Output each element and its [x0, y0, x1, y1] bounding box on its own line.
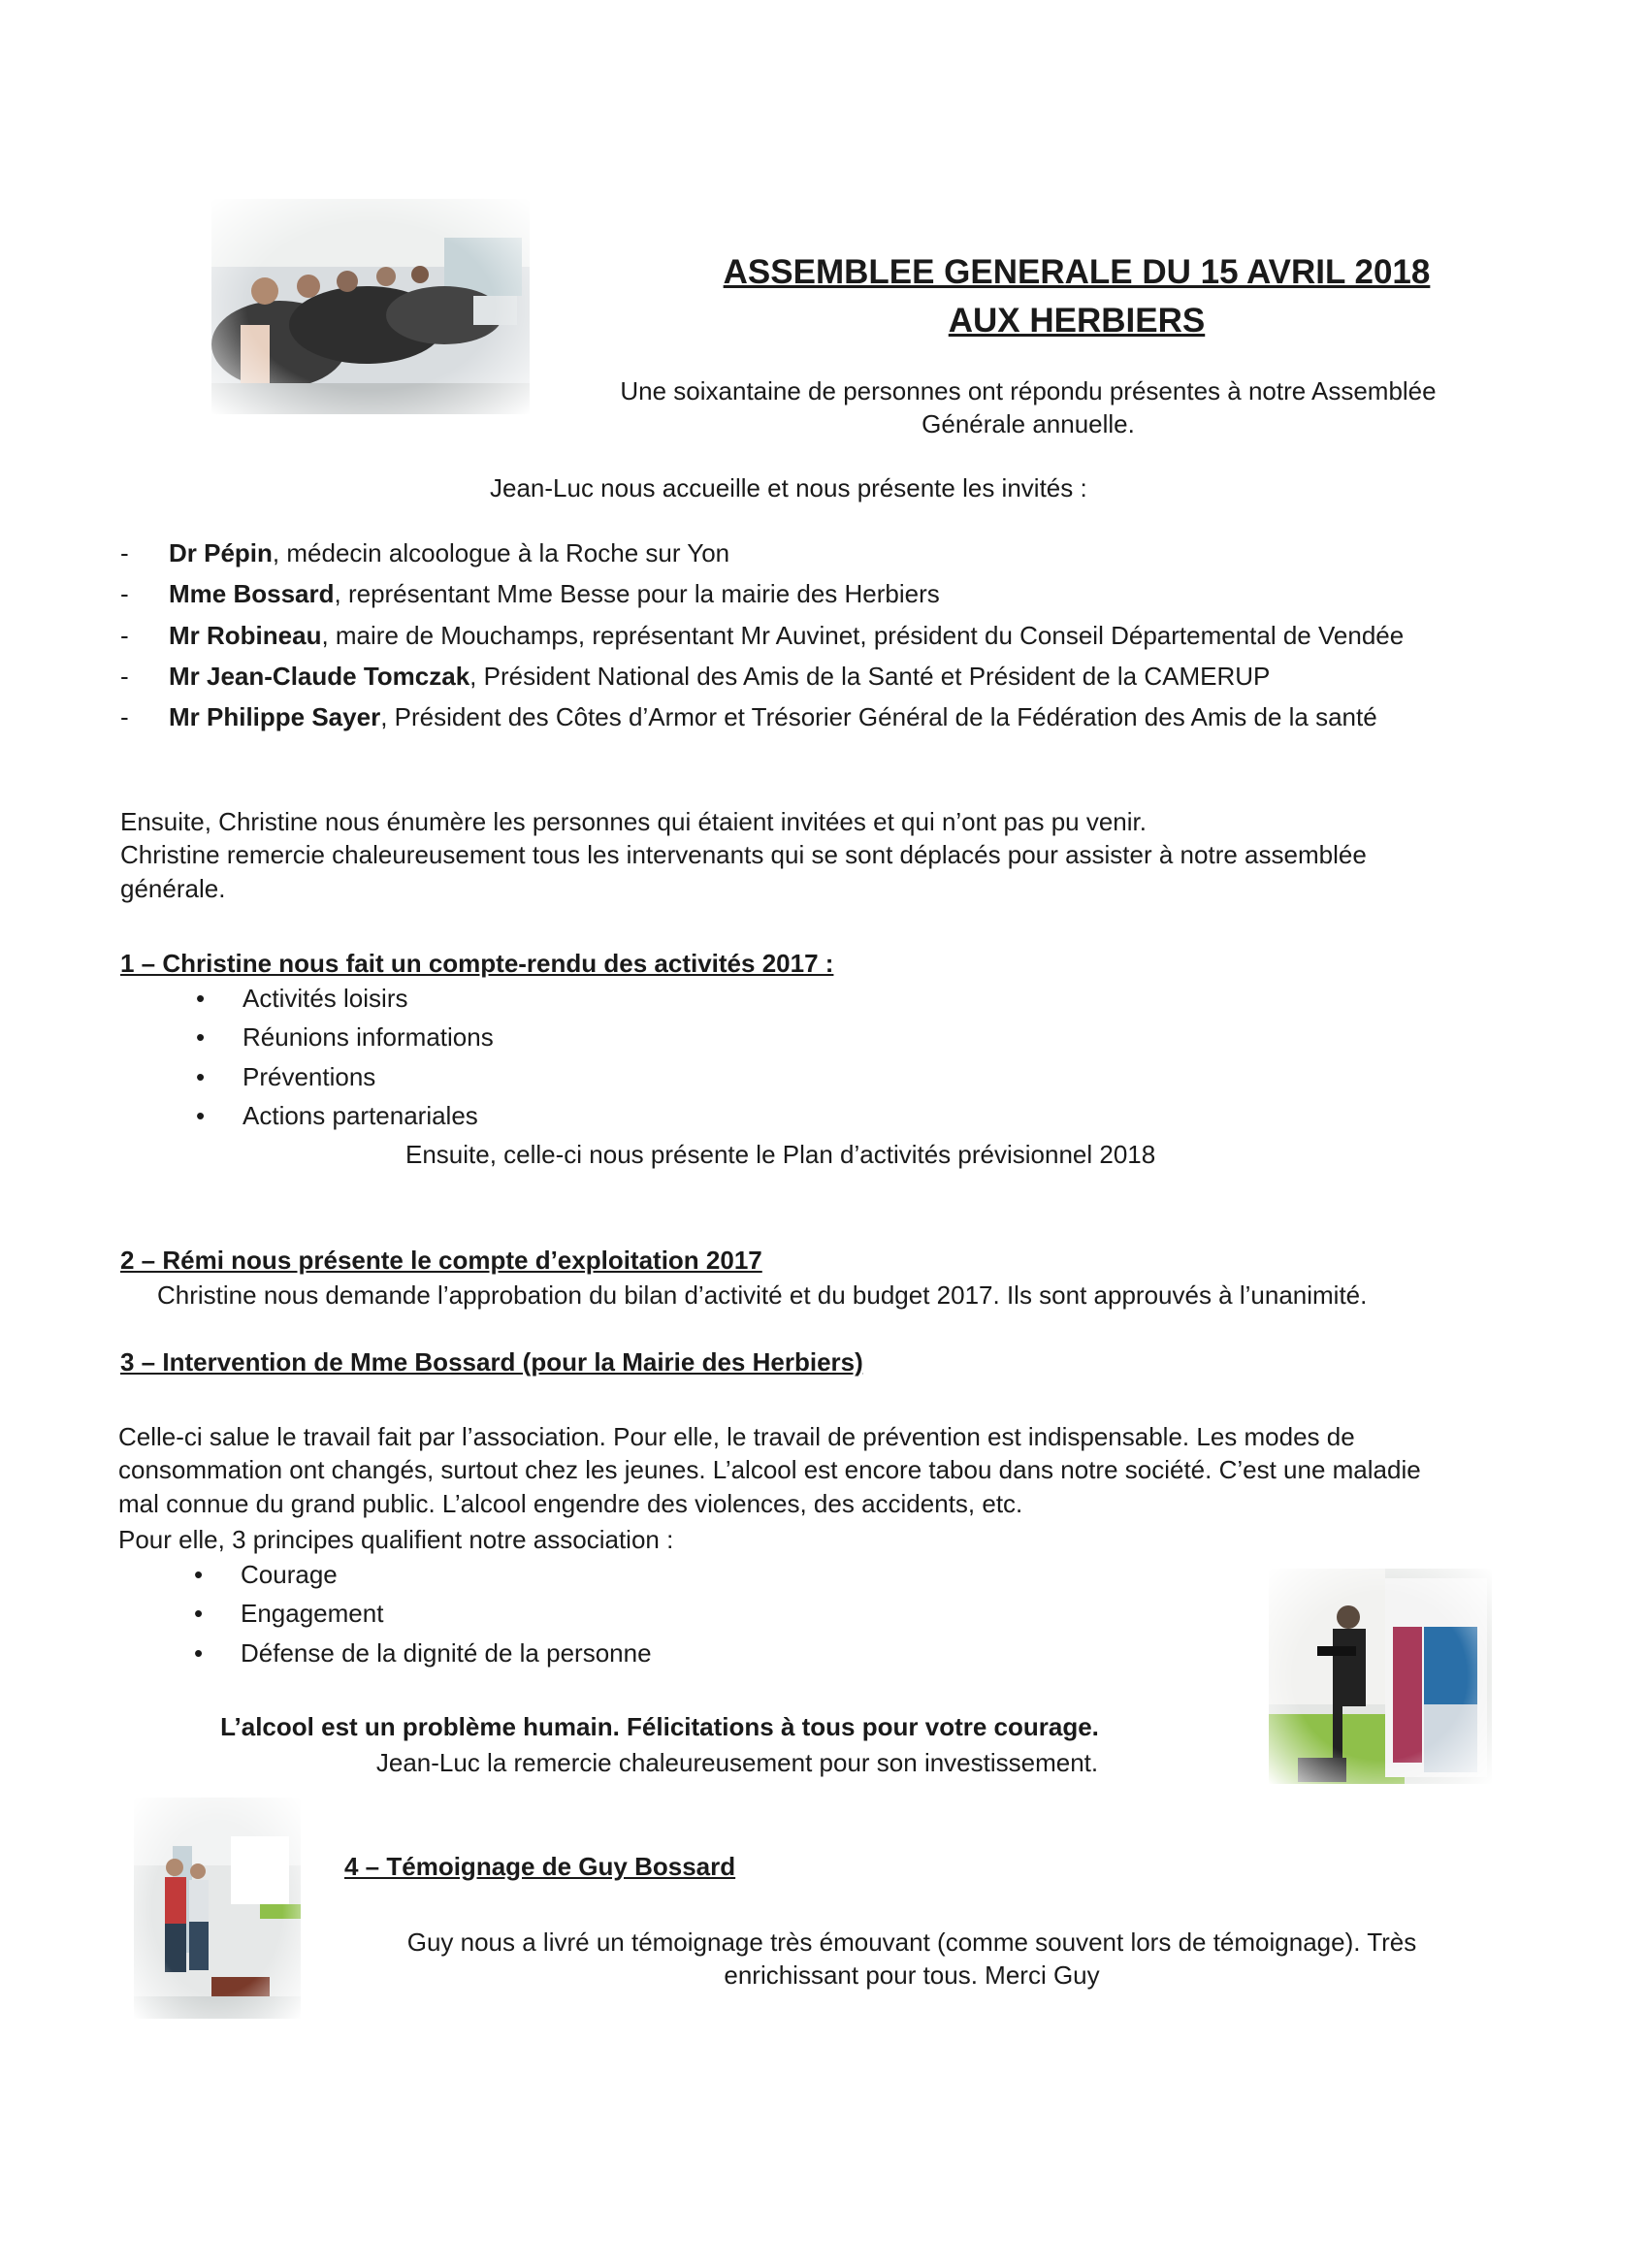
principle-item: • Courage — [194, 1558, 970, 1591]
intro-text: Une soixantaine de personnes ont répondu présentes à notre Assemblée Générale annuelle. — [620, 376, 1437, 439]
guest-desc: , médecin alcoologue à la Roche sur Yon — [272, 538, 730, 567]
thanks-speakers-text: Christine remercie chaleureusement tous les intervenants qui se sont déplacés pour assister à notre assemblée générale. — [120, 840, 1367, 903]
guest-desc: , Président des Côtes d’Armor et Trésorier Général de la Fédération des Amis de la santé — [380, 702, 1377, 732]
section-3-heading: 3 – Intervention de Mme Bossard (pour la Mairie des Herbiers) — [120, 1347, 863, 1377]
title-line-1: ASSEMBLEE GENERALE DU 15 AVRIL 2018 — [723, 253, 1431, 291]
section-3-quote: L’alcool est un problème humain. Félicitations à tous pour votre courage. — [220, 1712, 1099, 1741]
guest-item — [120, 660, 1488, 693]
guest-item — [120, 536, 1488, 569]
guest-item — [120, 619, 1488, 652]
speaker-photo — [1269, 1569, 1492, 1784]
absent-guests-text: Ensuite, Christine nous énumère les personnes qui étaient invitées et qui n’ont pas pu venir. — [120, 807, 1147, 836]
guest-name: Mme Bossard — [169, 579, 335, 609]
section-2-heading: 2 – Rémi nous présente le compte d’exploitation 2017 — [120, 1246, 762, 1275]
activity-item: • Réunions informations — [196, 1021, 972, 1053]
section-3-paragraph: Celle-ci salue le travail fait par l’association. Pour elle, le travail de prévention est indispensable. Les modes de consommation ont changés, surtout chez les jeunes. L’alcool est encore tabou dans notre société. C’est une maladie mal connue du grand public. L’alcool engendre des violences, des accidents, etc. — [118, 1422, 1421, 1518]
activities-list — [196, 982, 972, 1138]
welcome-text: Jean-Luc nous accueille et nous présente les invités : — [490, 473, 1087, 502]
principles-intro: Pour elle, 3 principes qualifient notre association : — [118, 1525, 674, 1554]
principles-list — [194, 1558, 970, 1675]
section-3-thanks: Jean-Luc la remercie chaleureusement pour son investissement. — [375, 1748, 1099, 1777]
activity-item: • Activités loisirs — [196, 982, 972, 1015]
guest-desc: , représentant Mme Besse pour la mairie des Herbiers — [334, 579, 940, 609]
audience-photo — [211, 199, 530, 414]
activity-item: • Actions partenariales — [196, 1099, 972, 1132]
title-line-2: AUX HERBIERS — [948, 301, 1206, 340]
guest-item — [120, 700, 1488, 733]
section-1-heading: 1 – Christine nous fait un compte-rendu des activités 2017 : — [120, 949, 834, 978]
activity-item: • Préventions — [196, 1060, 972, 1093]
guest-desc: , Président National des Amis de la Santé et Président de la CAMERUP — [469, 661, 1271, 691]
guest-name: Mr Philippe Sayer — [169, 702, 381, 732]
testimony-photo — [134, 1798, 301, 2019]
section-4-heading: 4 – Témoignage de Guy Bossard — [344, 1852, 736, 1881]
guests-list — [120, 536, 1488, 742]
guest-name: Mr Robineau — [169, 620, 322, 650]
guest-desc: , maire de Mouchamps, représentant Mr Auvinet, président du Conseil Départemental de Vendée — [321, 620, 1405, 650]
section-4-text: Guy nous a livré un témoignage très émouvant (comme souvent lors de témoignage). Très enrichissant pour tous. Merci Guy — [406, 1928, 1417, 1991]
guest-item — [120, 577, 1488, 610]
principle-item: • Engagement — [194, 1597, 970, 1630]
page-title — [543, 248, 1610, 344]
section-2-text: Christine nous demande l’approbation du bilan d’activité et du budget 2017. Ils sont approuvés à l’unanimité. — [157, 1280, 1368, 1310]
guest-name: Mr Jean-Claude Tomczak — [169, 661, 470, 691]
principle-item: • Défense de la dignité de la personne — [194, 1636, 970, 1669]
guest-name: Dr Pépin — [169, 538, 273, 567]
plan-text: Ensuite, celle-ci nous présente le Plan d’activités prévisionnel 2018 — [405, 1140, 1156, 1169]
after-guests-block — [120, 805, 1478, 905]
